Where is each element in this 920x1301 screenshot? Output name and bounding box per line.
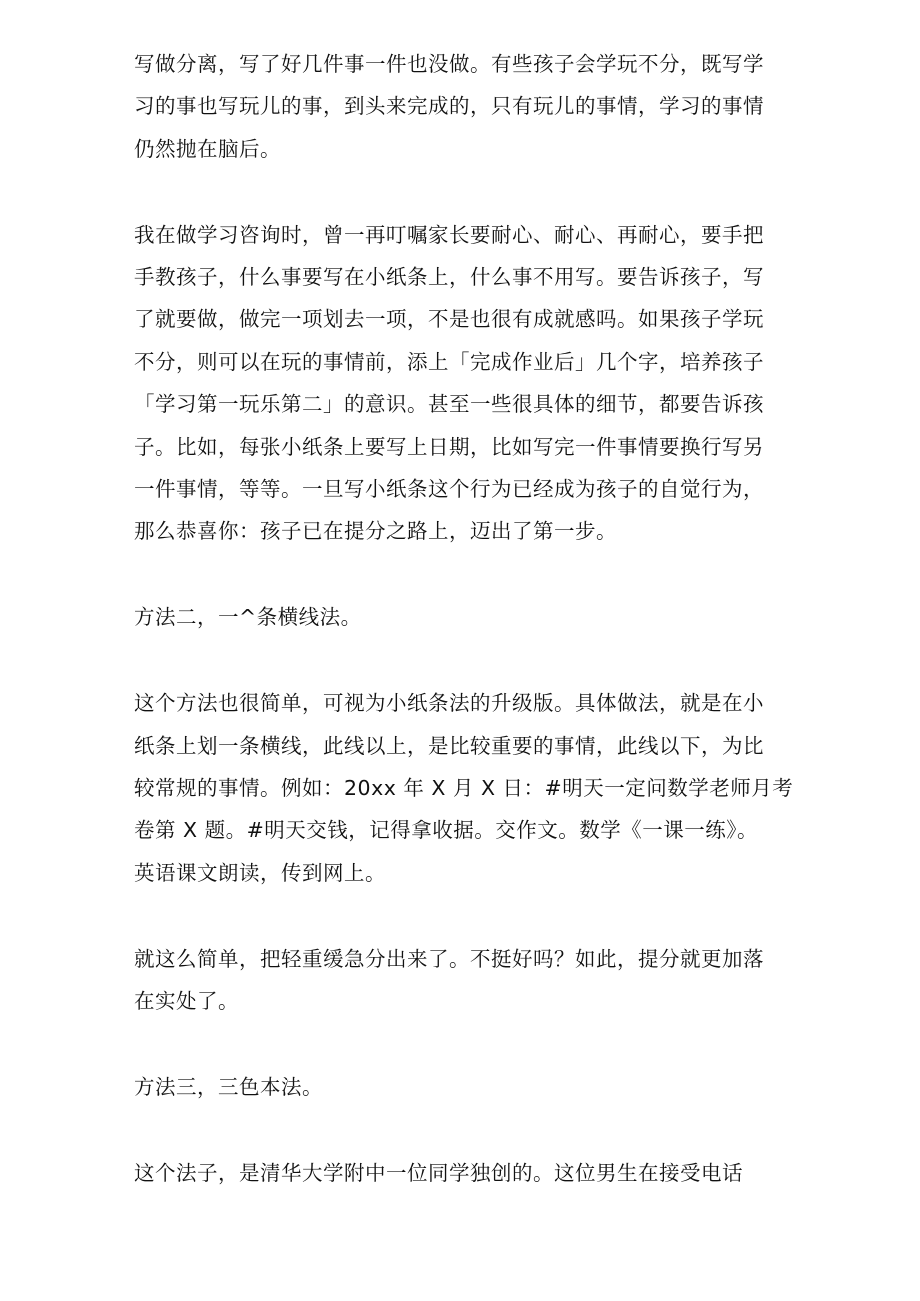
paragraph-5 xyxy=(134,938,784,1023)
paragraph-2 xyxy=(134,214,784,553)
text-line: 英语课文朗读，传到网上。 xyxy=(134,860,386,885)
text-line: 较常规的事情。例如：20xx 年 X 月 X 日：#明天一定问数学老师月考 xyxy=(134,775,794,800)
text-line: 了就要做，做完一项划去一项，不是也很有成就感吗。如果孩子学玩 xyxy=(134,307,764,332)
text-line: 就这么简单，把轻重缓急分出来了。不挺好吗？如此，提分就更加落 xyxy=(134,946,764,971)
paragraph-gap xyxy=(134,170,784,214)
text-line: 一件事情，等等。一旦写小纸条这个行为已经成为孩子的自觉行为， xyxy=(134,477,764,502)
method-two-heading xyxy=(134,596,784,638)
paragraph-gap xyxy=(134,894,784,938)
paragraph-4 xyxy=(134,682,794,894)
text-line: 卷第 X 题。#明天交钱，记得拿收据。交作文。数学《一课一练》。 xyxy=(134,818,759,843)
text-line: 在实处了。 xyxy=(134,989,239,1014)
document-page xyxy=(134,43,794,1194)
text-line: 那么恭喜你：孩子已在提分之路上，迈出了第一步。 xyxy=(134,519,617,544)
paragraph-gap xyxy=(134,1022,784,1066)
paragraph-gap xyxy=(134,553,784,597)
text-line: 仍然抛在脑后。 xyxy=(134,136,281,161)
text-line: 写做分离，写了好几件事一件也没做。有些孩子会学玩不分，既写学 xyxy=(134,52,764,76)
text-line: 习的事也写玩儿的事，到头来完成的，只有玩儿的事情，学习的事情 xyxy=(134,94,764,119)
method-three-heading xyxy=(134,1066,784,1108)
text-line: 「学习第一玩乐第二」的意识。甚至一些很具体的细节，都要告诉孩 xyxy=(134,392,764,417)
text-line: 手教孩子，什么事要写在小纸条上，什么事不用写。要告诉孩子，写 xyxy=(134,265,764,290)
text-line: 这个法子，是清华大学附中一位同学独创的。这位男生在接受电话 xyxy=(134,1160,743,1185)
paragraph-1 xyxy=(134,43,784,170)
paragraph-gap xyxy=(134,1108,784,1152)
text-line: 方法二，一^条横线法。 xyxy=(134,605,362,630)
paragraph-7 xyxy=(134,1152,784,1194)
text-line: 纸条上划一条横线，此线以上，是比较重要的事情，此线以下，为比 xyxy=(134,733,764,758)
text-line: 方法三，三色本法。 xyxy=(134,1074,323,1099)
text-line: 不分，则可以在玩的事情前，添上「完成作业后」几个字，培养孩子 xyxy=(134,349,764,374)
text-line: 子。比如，每张小纸条上要写上日期，比如写完一件事情要换行写另 xyxy=(134,434,764,459)
paragraph-gap xyxy=(134,639,784,683)
text-line: 这个方法也很简单，可视为小纸条法的升级版。具体做法，就是在小 xyxy=(134,691,764,716)
text-line: 我在做学习咨询时，曾一再叮嘱家长要耐心、耐心、再耐心，要手把 xyxy=(134,222,764,247)
